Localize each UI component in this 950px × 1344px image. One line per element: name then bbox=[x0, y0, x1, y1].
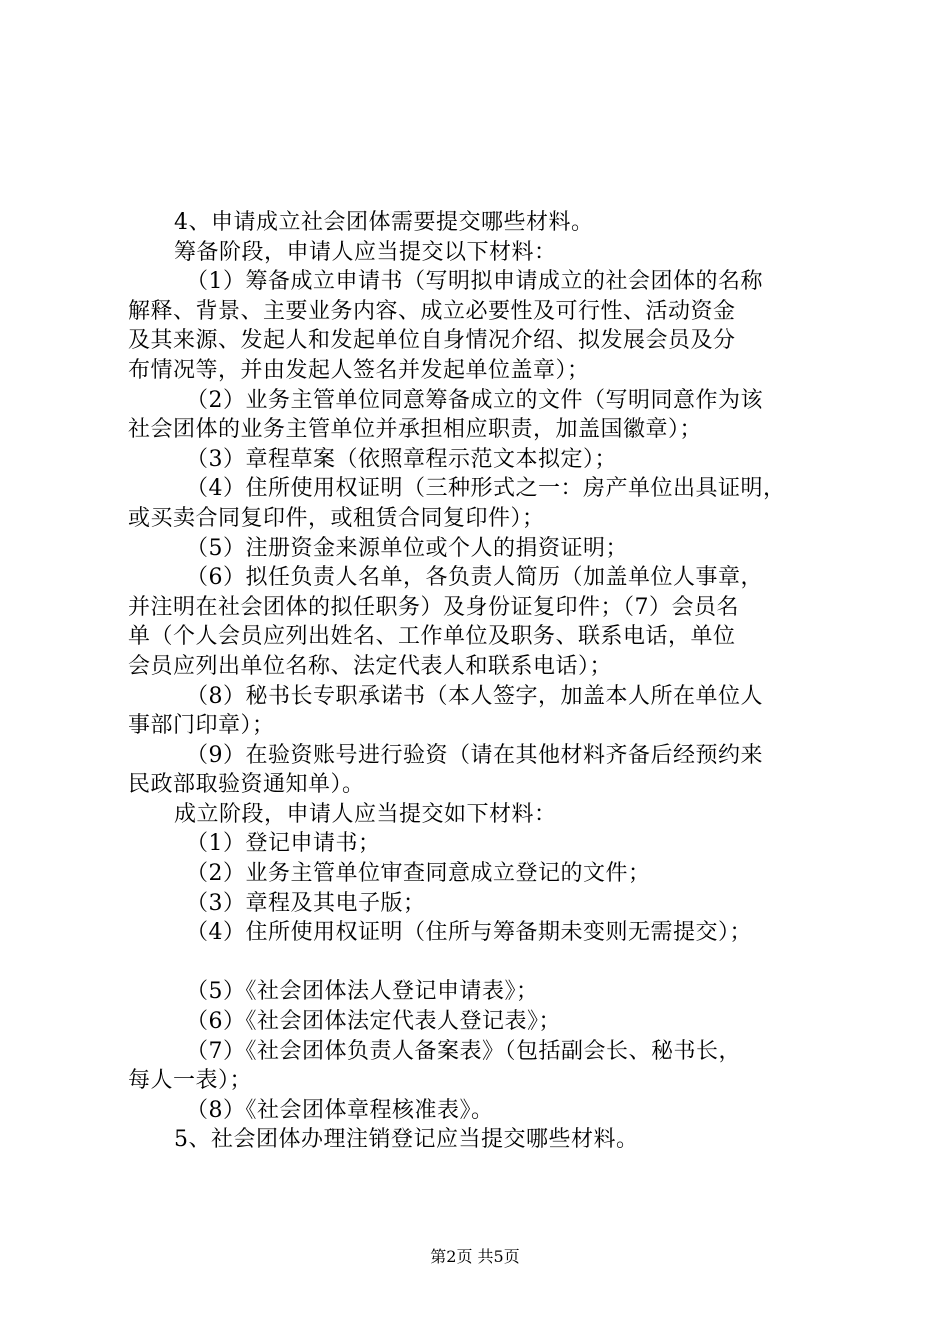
text-line: 5、社会团体办理注销登记应当提交哪些材料。 bbox=[174, 1127, 639, 1153]
text-line: （5）注册资金来源单位或个人的捐资证明； bbox=[186, 535, 628, 561]
text-line: 并注明在社会团体的拟任职务）及身份证复印件；（7）会员名 bbox=[128, 594, 739, 620]
page-footer: 第2页 共5页 bbox=[430, 1247, 520, 1266]
text-line: （2）业务主管单位审查同意成立登记的文件； bbox=[186, 861, 651, 887]
text-line: 单（个人会员应列出姓名、工作单位及职务、联系电话，单位 bbox=[128, 624, 736, 650]
text-line: （4）住所使用权证明（三种形式之一：房产单位出具证明， bbox=[186, 476, 786, 502]
text-line: 布情况等，并由发起人签名并发起单位盖章）； bbox=[128, 357, 590, 383]
text-line: （8）秘书长专职承诺书（本人签字，加盖本人所在单位人 bbox=[186, 683, 763, 709]
text-line: （8）《社会团体章程核准表》。 bbox=[186, 1097, 494, 1123]
text-line: （3）章程及其电子版； bbox=[186, 890, 426, 916]
text-line: 成立阶段，申请人应当提交如下材料： bbox=[174, 801, 557, 827]
text-line: （9）在验资账号进行验资（请在其他材料齐备后经预约来 bbox=[186, 742, 763, 768]
text-line: （1）登记申请书； bbox=[186, 831, 381, 857]
text-line: 筹备阶段，申请人应当提交以下材料： bbox=[174, 239, 557, 265]
text-line: （5）《社会团体法人登记申请表》； bbox=[186, 979, 539, 1005]
text-line: （2）业务主管单位同意筹备成立的文件（写明同意作为该 bbox=[186, 387, 763, 413]
text-line: 会员应列出单位名称、法定代表人和联系电话）； bbox=[128, 653, 613, 679]
text-line: 社会团体的业务主管单位并承担相应职责，加盖国徽章）； bbox=[128, 417, 703, 443]
text-line: 及其来源、发起人和发起单位自身情况介绍、拟发展会员及分 bbox=[128, 328, 736, 354]
blank-line bbox=[128, 948, 828, 978]
document-body bbox=[128, 208, 828, 1155]
text-line: 民政部取验资通知单）。 bbox=[128, 772, 365, 798]
text-line: （3）章程草案（依照章程示范文本拟定）； bbox=[186, 446, 617, 472]
text-line: （6）《社会团体法定代表人登记表》； bbox=[186, 1009, 561, 1035]
text-line: （7）《社会团体负责人备案表》（包括副会长、秘书长， bbox=[186, 1038, 741, 1064]
text-line: （6）拟任负责人名单，各负责人简历（加盖单位人事章， bbox=[186, 565, 763, 591]
text-line: （1）筹备成立申请书（写明拟申请成立的社会团体的名称 bbox=[186, 269, 763, 295]
text-line: 解释、背景、主要业务内容、成立必要性及可行性、活动资金 bbox=[128, 298, 736, 324]
text-line: 或买卖合同复印件，或租赁合同复印件）； bbox=[128, 505, 545, 531]
text-line: 4、申请成立社会团体需要提交哪些材料。 bbox=[174, 210, 594, 235]
text-line: （4）住所使用权证明（住所与筹备期未变则无需提交）； bbox=[186, 920, 752, 946]
text-line: 每人一表）； bbox=[128, 1068, 253, 1094]
text-line: 事部门印章）； bbox=[128, 713, 275, 739]
